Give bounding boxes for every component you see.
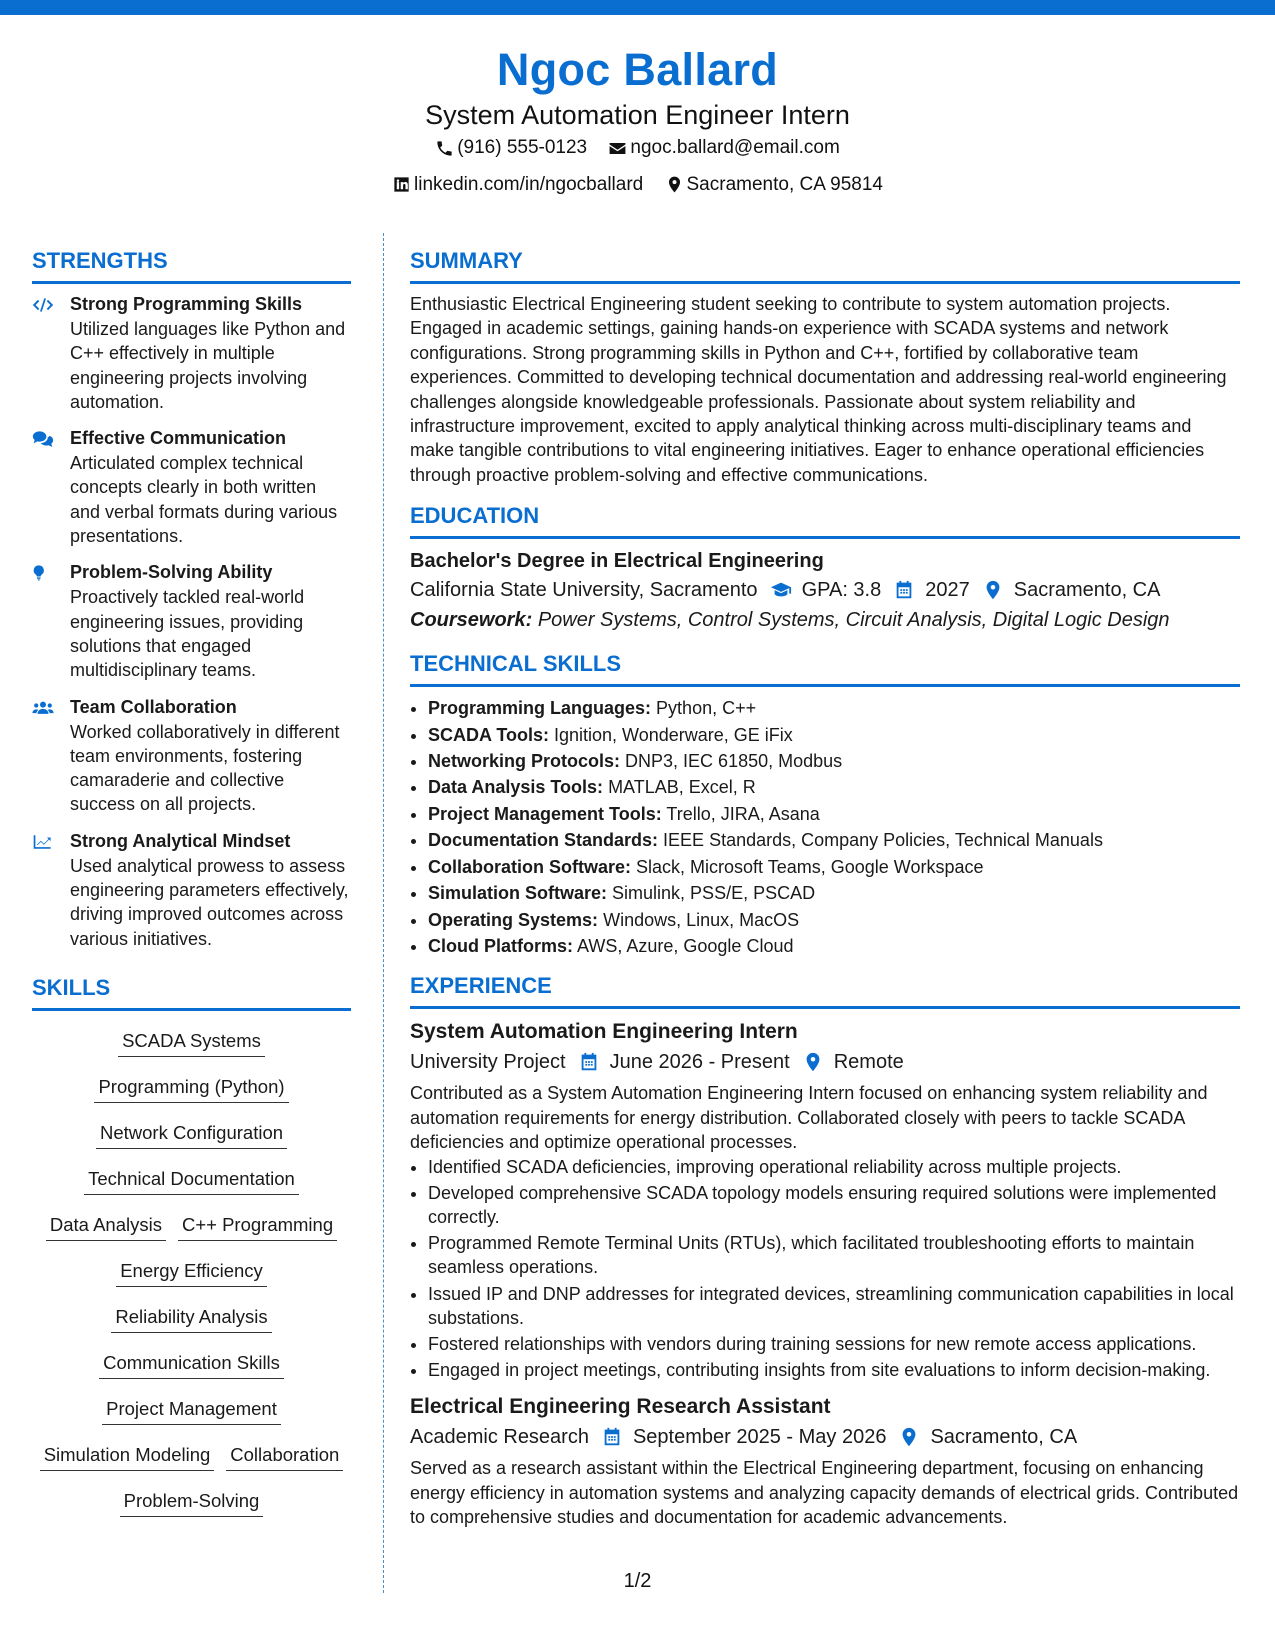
job-meta — [410, 1047, 1240, 1077]
list-item — [428, 748, 1240, 774]
strength-title: Effective Communication — [70, 428, 287, 449]
linkedin-contact[interactable] — [392, 169, 643, 201]
school-location: Sacramento, CA — [1013, 579, 1161, 602]
tskill-label: Collaboration Software: — [428, 856, 632, 877]
strength-item — [32, 829, 351, 951]
chat-icon — [32, 429, 54, 449]
tskill-label: Operating Systems: — [428, 909, 599, 930]
candidate-name: Ngoc Ballard — [496, 44, 779, 95]
list-item: • Developed comprehensive SCADA topology models ensuring required solutions were implemented correctly. — [428, 1181, 1240, 1229]
skill-tag: Simulation Modeling — [40, 1441, 215, 1471]
skill-tag: SCADA Systems — [118, 1027, 265, 1057]
graduation-cap-icon — [770, 579, 792, 601]
tskill-label: Data Analysis Tools: — [428, 777, 604, 798]
tskill-value: IEEE Standards, Company Policies, Technical Manuals — [663, 830, 1103, 851]
job-title: System Automation Engineering Intern — [410, 1020, 798, 1044]
tskill-value: Slack, Microsoft Teams, Google Workspace — [636, 856, 984, 877]
job-location: Sacramento, CA — [930, 1426, 1078, 1449]
education-meta — [410, 575, 1240, 605]
list-item — [428, 695, 1240, 721]
tskill-label: Documentation Standards: — [428, 830, 659, 851]
skill-tag: Programming (Python) — [94, 1073, 288, 1103]
strength-item — [32, 695, 351, 817]
location-text: Sacramento, CA 95814 — [686, 173, 883, 195]
skill-tag: Energy Efficiency — [116, 1257, 267, 1287]
job-meta — [410, 1422, 1240, 1452]
coursework-list: Power Systems, Control Systems, Circuit Analysis, Digital Logic Design — [537, 609, 1170, 632]
tskill-label: Cloud Platforms: — [428, 935, 574, 956]
skill-tag: C++ Programming — [178, 1211, 337, 1241]
skill-tag: Problem-Solving — [120, 1487, 264, 1517]
calendar-icon — [601, 1426, 623, 1448]
skill-tag: Reliability Analysis — [111, 1303, 271, 1333]
skill-tag: Collaboration — [226, 1441, 343, 1471]
strength-title: Problem-Solving Ability — [70, 562, 273, 583]
technical-skills-heading: TECHNICAL SKILLS — [410, 649, 1240, 687]
list-item — [428, 722, 1240, 748]
skill-tag: Communication Skills — [99, 1349, 284, 1379]
map-pin-icon — [665, 175, 684, 194]
map-pin-icon — [982, 579, 1004, 601]
chart-line-icon — [32, 832, 54, 852]
strength-title: Strong Programming Skills — [70, 294, 303, 314]
list-item: • Fostered relationships with vendors during training sessions for new remote access applications. — [428, 1332, 1240, 1356]
list-item — [428, 933, 1240, 959]
job-description: Served as a research assistant within the Electrical Engineering department, focusing on enhancing energy efficiency in automation systems and analyzing capacity demands of electrical grids. Contributed to comprehensive studies and documentation for academic advancements. — [410, 1458, 1239, 1528]
list-item — [428, 854, 1240, 880]
top-accent-bar — [0, 0, 1275, 15]
page-number: 1/2 — [623, 1570, 652, 1592]
left-column — [32, 246, 351, 1533]
tskill-value: DNP3, IEC 61850, Modbus — [625, 751, 843, 772]
tskill-value: AWS, Azure, Google Cloud — [577, 935, 794, 956]
strength-desc: Proactively tackled real-world engineering issues, providing solutions that engaged multidisciplinary teams. — [70, 587, 305, 681]
right-column — [410, 246, 1240, 1530]
education-heading: EDUCATION — [410, 501, 1240, 539]
skill-tag: Technical Documentation — [84, 1165, 299, 1195]
job-dates: September 2025 - May 2026 — [632, 1426, 887, 1449]
list-item — [428, 907, 1240, 933]
list-item: • Engaged in project meetings, contributing insights from site evaluations to inform decision-making. — [428, 1358, 1240, 1382]
job-org: Academic Research — [410, 1426, 589, 1449]
phone-icon — [435, 139, 454, 158]
skill-tag: Data Analysis — [46, 1211, 166, 1241]
skill-tag: Network Configuration — [96, 1119, 287, 1149]
map-pin-icon — [898, 1426, 920, 1448]
list-item: • Identified SCADA deficiencies, improving operational reliability across multiple projects. — [428, 1155, 1240, 1179]
resume-header — [0, 42, 1275, 205]
list-item — [428, 774, 1240, 800]
strength-item — [32, 560, 351, 682]
school-name: California State University, Sacramento — [410, 579, 758, 602]
contact-row-2 — [0, 169, 1275, 206]
list-item: • Issued IP and DNP addresses for integrated devices, streamlining communication capabilities in local substations. — [428, 1282, 1240, 1330]
linkedin-icon — [392, 175, 411, 194]
strengths-heading: STRENGTHS — [32, 246, 351, 284]
tskill-value: Ignition, Wonderware, GE iFix — [554, 724, 793, 745]
strength-desc: Used analytical prowess to assess engineering parameters effectively, driving improved outcomes across various initiatives. — [70, 855, 349, 949]
tskill-label: Project Management Tools: — [428, 803, 662, 824]
lightbulb-icon — [32, 563, 54, 583]
coursework-label: Coursework: — [410, 609, 533, 632]
job-description: Contributed as a System Automation Engineering Intern focused on enhancing system reliability and automation requirements for energy distribution. Collaborated closely with peers to tackle SCADA deficiencies and optimize operational processes. — [410, 1083, 1208, 1153]
skills-heading: SKILLS — [32, 973, 351, 1011]
tskill-label: Programming Languages: — [428, 698, 652, 719]
summary-heading: SUMMARY — [410, 246, 1240, 284]
job-dates: June 2026 - Present — [609, 1051, 790, 1074]
technical-skills-list — [410, 695, 1240, 959]
strength-desc: Articulated complex technical concepts clearly in both written and verbal formats during various presentations. — [70, 453, 338, 547]
experience-heading: EXPERIENCE — [410, 971, 1240, 1009]
tskill-value: Python, C++ — [656, 698, 757, 719]
strength-title: Strong Analytical Mindset — [70, 830, 291, 851]
coursework — [410, 605, 1240, 635]
skills-list — [32, 1019, 351, 1517]
list-item: • Programmed Remote Terminal Units (RTUs), which facilitated troubleshooting efforts to maintain seamless operations. — [428, 1231, 1240, 1279]
tskill-label: Networking Protocols: — [428, 751, 621, 772]
column-divider — [383, 233, 384, 1593]
list-item — [428, 827, 1240, 853]
tskill-value: MATLAB, Excel, R — [608, 777, 756, 798]
users-icon — [32, 698, 54, 718]
linkedin-text[interactable]: linkedin.com/in/ngocballard — [414, 173, 644, 195]
tskill-value: Simulink, PSS/E, PSCAD — [612, 883, 816, 904]
tskill-label: SCADA Tools: — [428, 724, 549, 745]
strength-item — [32, 292, 351, 414]
phone-text: (916) 555-0123 — [457, 137, 588, 158]
candidate-title: System Automation Engineer Intern — [425, 100, 850, 130]
location-contact — [665, 169, 883, 201]
envelope-icon — [608, 139, 627, 158]
job-org: University Project — [410, 1051, 566, 1074]
contact-row-1 — [0, 132, 1275, 169]
summary-text: Enthusiastic Electrical Engineering student seeking to contribute to system automation projects. Engaged in academic settings, gaining hands-on experience with SCADA systems and network configurations. Strong programming skills in Python and C++, fortified by collaborative team experiences. Committed to developing technical documentation and addressing real-world engineering challenges alongside knowledgeable professionals. Passionate about system reliability and infrastructure improvement, excited to apply analytical thinking across multi-disciplinary teams and make tangible contributions to vital engineering initiatives. Eager to enhance operational efficiencies through proactive problem-solving and effective communications. — [410, 294, 1227, 485]
job-bullets — [410, 1155, 1240, 1383]
phone-contact — [435, 132, 587, 164]
gpa-text: GPA: 3.8 — [801, 579, 882, 602]
strength-desc: Worked collaboratively in different team environments, fostering camaraderie and collective success on all projects. — [70, 721, 340, 815]
job-location: Remote — [833, 1051, 904, 1074]
tskill-value: Windows, Linux, MacOS — [603, 909, 800, 930]
skill-tag: Project Management — [102, 1395, 281, 1425]
graduation-year: 2027 — [925, 579, 970, 602]
code-icon — [32, 295, 54, 315]
map-pin-icon — [802, 1051, 824, 1073]
job-title: Electrical Engineering Research Assistant — [410, 1395, 831, 1419]
list-item — [428, 801, 1240, 827]
calendar-icon — [578, 1051, 600, 1073]
list-item — [428, 880, 1240, 906]
degree-title: Bachelor's Degree in Electrical Engineering — [410, 550, 824, 573]
email-contact[interactable] — [608, 132, 839, 164]
strength-title: Team Collaboration — [70, 696, 237, 717]
email-text[interactable]: ngoc.ballard@email.com — [630, 137, 840, 158]
tskill-label: Simulation Software: — [428, 883, 608, 904]
tskill-value: Trello, JIRA, Asana — [666, 803, 820, 824]
strength-item — [32, 426, 351, 548]
strength-desc: Utilized languages like Python and C++ effectively in multiple engineering projects involving automation. — [70, 319, 346, 412]
calendar-icon — [893, 579, 915, 601]
